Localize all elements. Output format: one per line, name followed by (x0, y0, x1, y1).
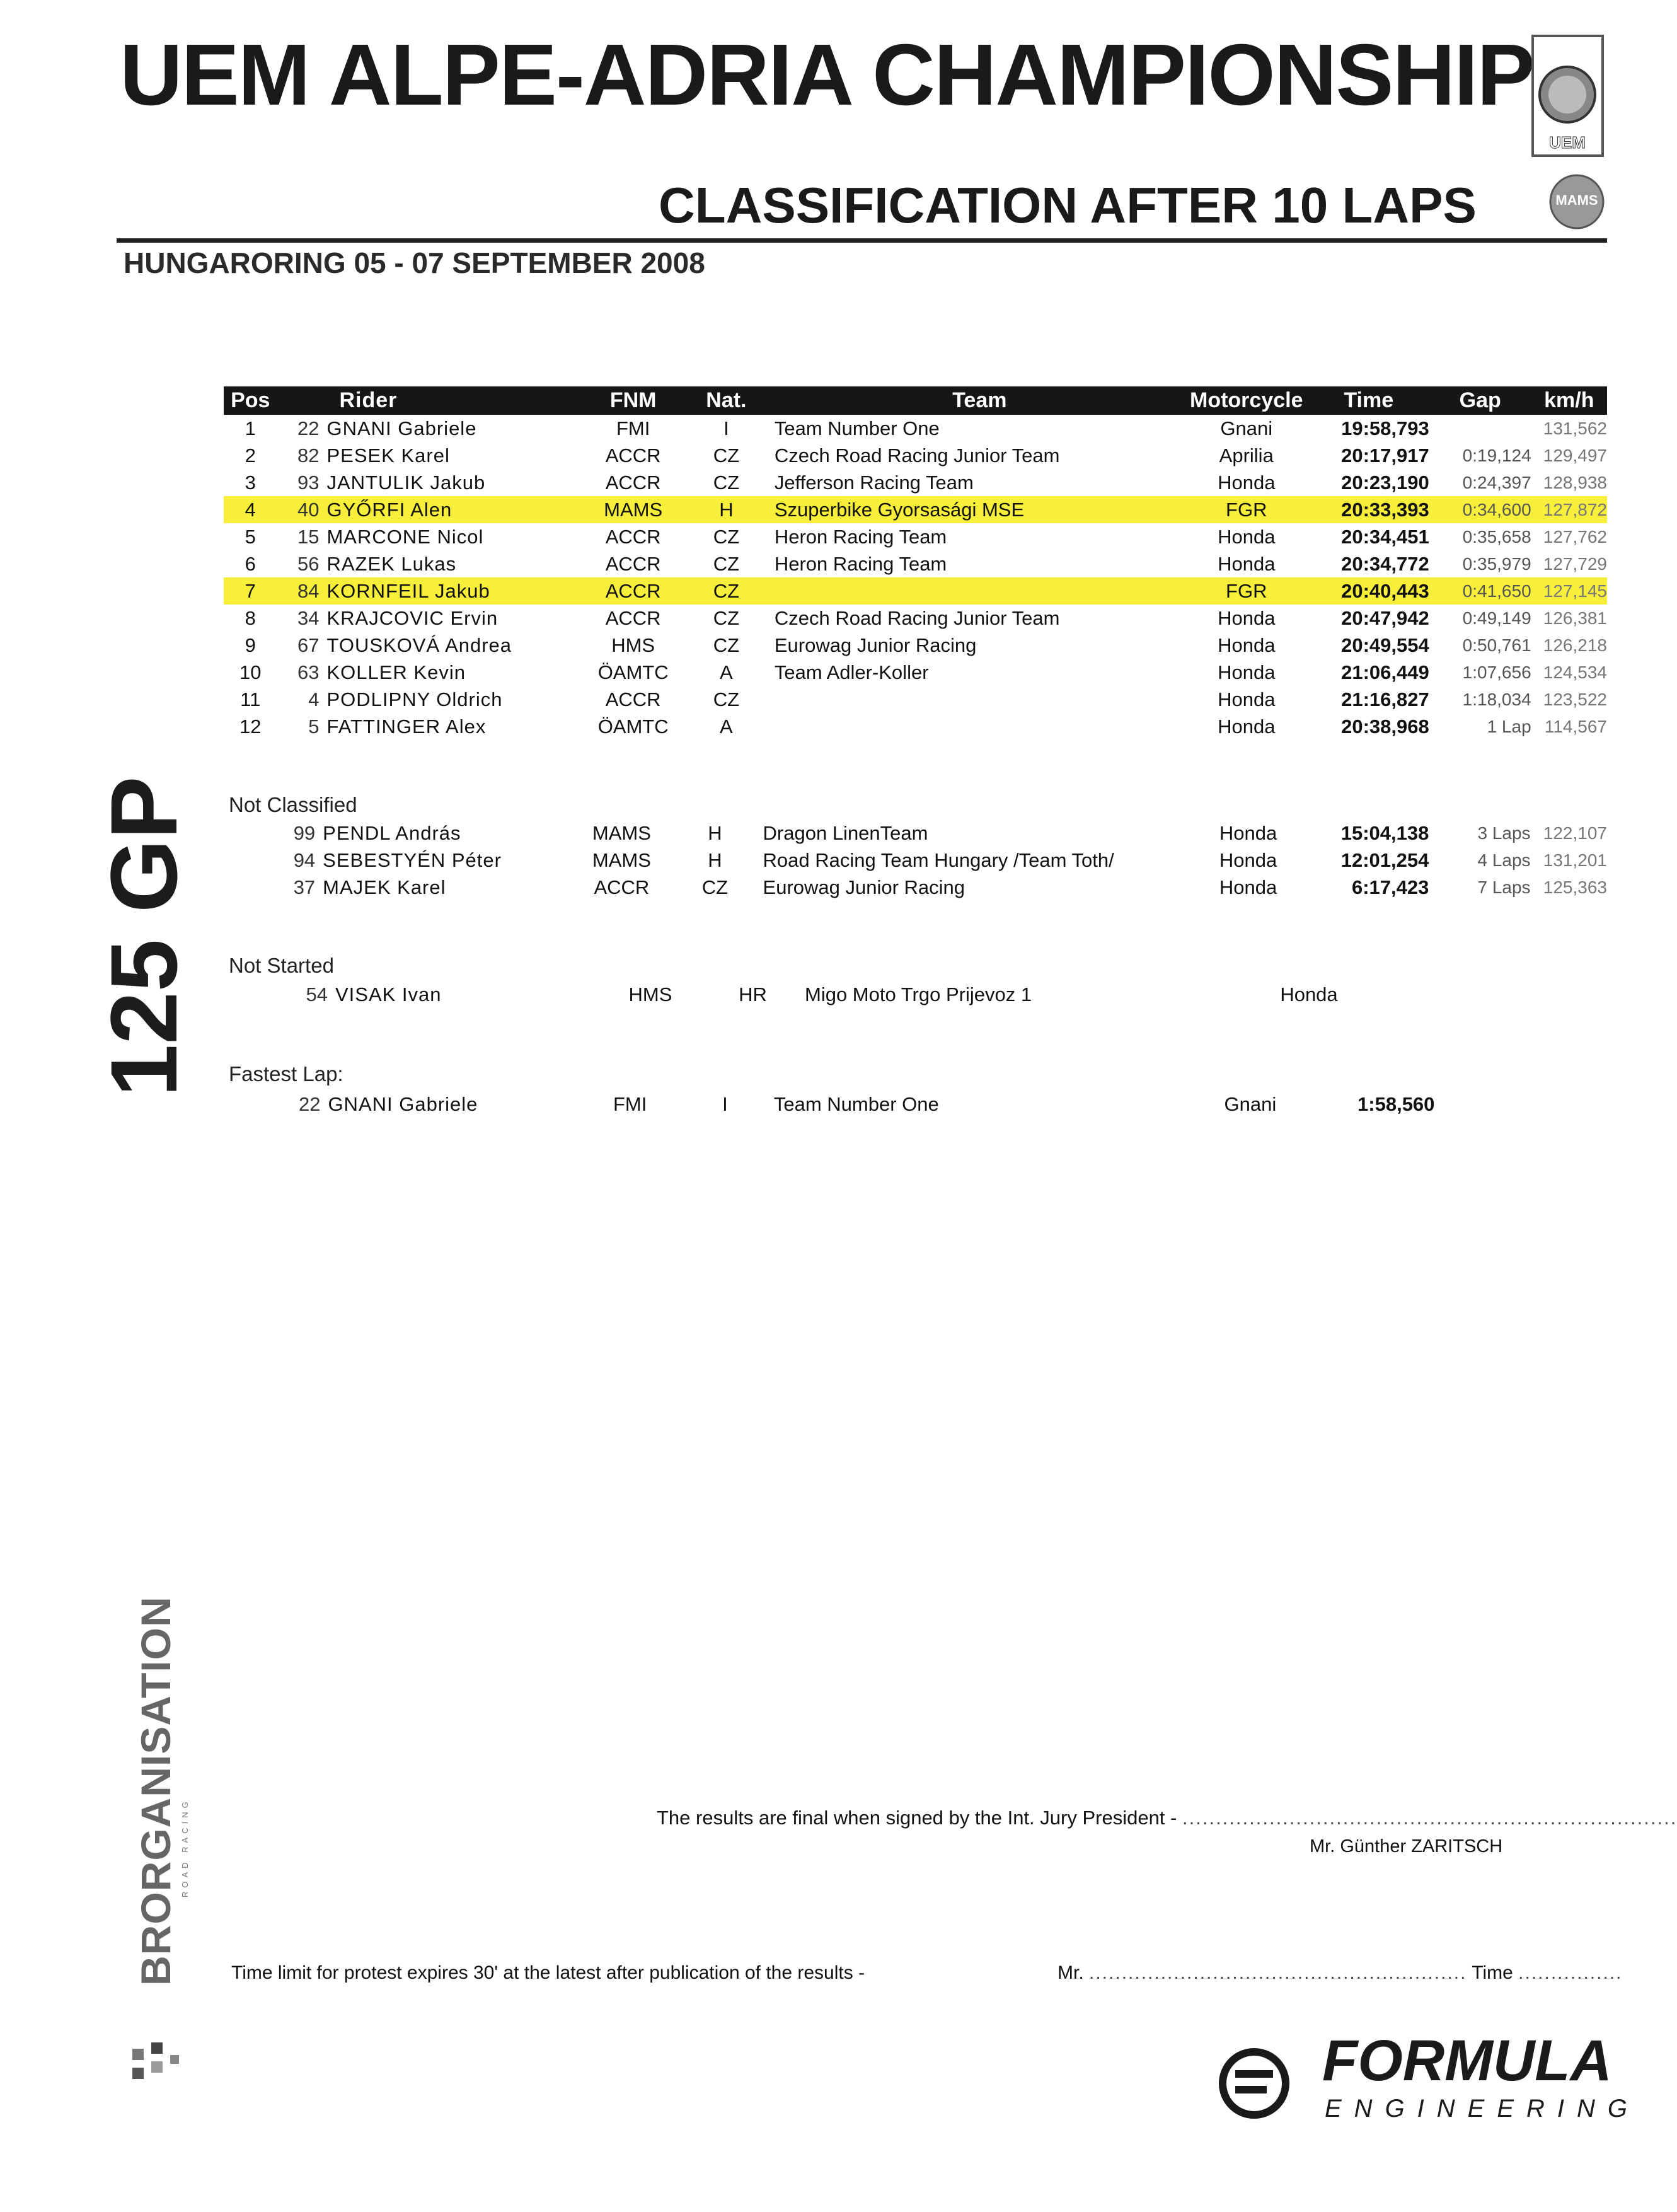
result-fnm: ACCR (605, 471, 661, 494)
col-gap: Gap (1429, 386, 1531, 415)
results-final-text: The results are final when signed by the Int. Jury President - (657, 1807, 1177, 1829)
jury-president-name: Mr. Günther ZARITSCH (1310, 1836, 1503, 1856)
result-gap: 0:35,979 (1462, 553, 1531, 574)
result-gap: 1 Lap (1487, 716, 1531, 736)
header-divider (117, 238, 1607, 243)
nc-time: 6:17,423 (1351, 876, 1429, 898)
result-motorcycle: Honda (1218, 525, 1276, 548)
nc-team: Dragon LinenTeam (763, 821, 928, 844)
result-time: 20:47,942 (1341, 606, 1429, 629)
time-label: Time (1472, 1962, 1513, 1983)
result-gap: 1:07,656 (1462, 662, 1531, 682)
not-classified-row (224, 819, 1607, 847)
result-pos: 6 (245, 552, 256, 575)
nc-pos-spacer (224, 847, 272, 874)
result-time: 20:38,968 (1341, 715, 1429, 738)
result-gap: 0:49,149 (1462, 608, 1531, 628)
result-motorcycle: Gnani (1220, 417, 1273, 439)
protest-signature (1057, 1962, 1623, 1984)
result-gap: 0:41,650 (1429, 577, 1531, 605)
result-num: 82 (297, 444, 320, 466)
result-fnm: ÖAMTC (597, 715, 669, 738)
col-team: Team (762, 386, 1185, 415)
result-fnm: ACCR (605, 552, 661, 575)
event-venue-date: HUNGARORING 05 - 07 SEPTEMBER 2008 (124, 246, 705, 279)
result-nat: I (723, 417, 729, 439)
brorganisation-logo (126, 1596, 195, 2099)
nc-team: Road Racing Team Hungary /Team Toth/ (763, 848, 1114, 871)
not-started-row (224, 981, 1372, 1008)
result-row (224, 442, 1607, 469)
result-rider: GYŐRFI Alen (326, 496, 575, 523)
not-started-table (224, 981, 1372, 1008)
result-fnm: ACCR (605, 688, 661, 710)
result-pos: 11 (240, 688, 261, 710)
document-title: UEM ALPE-ADRIA CHAMPIONSHIP (120, 26, 1534, 124)
result-motorcycle: Honda (1218, 471, 1276, 494)
nc-kmh: 125,363 (1543, 877, 1607, 897)
ns-fnm: HMS (628, 983, 672, 1005)
result-num: 5 (308, 715, 320, 738)
result-fnm: ACCR (605, 525, 661, 548)
nc-time: 12:01,254 (1340, 848, 1429, 871)
result-gap: 0:35,658 (1462, 526, 1531, 547)
nc-motorcycle: Honda (1219, 876, 1277, 898)
nc-num: 37 (293, 876, 316, 898)
result-motorcycle: Honda (1218, 634, 1276, 656)
result-nat: CZ (713, 444, 740, 466)
nc-fnm: MAMS (592, 821, 651, 844)
result-pos: 2 (245, 444, 256, 466)
formula-engineering-logo (1216, 2029, 1640, 2131)
result-team: Eurowag Junior Racing (774, 634, 977, 656)
result-team: Heron Racing Team (774, 525, 947, 548)
result-kmh: 127,145 (1531, 577, 1607, 605)
result-team (762, 686, 1185, 713)
nc-rider: PENDL András (323, 821, 461, 844)
not-started-title: Not Started (229, 954, 334, 977)
result-time: 20:34,772 (1341, 552, 1429, 575)
result-num: 93 (297, 471, 320, 494)
result-gap: 0:34,600 (1429, 496, 1531, 523)
result-pos: 4 (224, 496, 277, 523)
result-kmh: 127,729 (1543, 553, 1607, 574)
fastest-lap-moto: Gnani (1224, 1092, 1277, 1115)
fastest-lap-num: 22 (298, 1092, 321, 1115)
result-motorcycle: Honda (1218, 688, 1276, 710)
result-pos: 5 (245, 525, 256, 548)
result-motorcycle: Honda (1218, 552, 1276, 575)
nc-time: 15:04,138 (1340, 821, 1429, 844)
not-classified-table (224, 819, 1607, 901)
ns-num: 54 (306, 983, 328, 1005)
nc-gap: 7 Laps (1477, 877, 1531, 897)
result-fnm: ÖAMTC (597, 661, 669, 683)
result-kmh: 123,522 (1543, 689, 1607, 709)
mams-logo-text: MAMS (1555, 192, 1598, 208)
result-gap (1429, 415, 1531, 442)
result-time: 20:33,393 (1308, 496, 1429, 523)
result-num: 56 (297, 552, 320, 575)
result-num: 84 (277, 577, 327, 605)
result-motorcycle: Aprilia (1219, 444, 1274, 466)
nc-kmh: 131,201 (1543, 850, 1607, 870)
result-row (224, 415, 1607, 442)
nc-rider: MAJEK Karel (323, 876, 446, 898)
nc-motorcycle: Honda (1219, 821, 1277, 844)
result-rider: TOUSKOVÁ Andrea (326, 634, 512, 656)
result-nat: CZ (713, 525, 740, 548)
uem-logo-text: UEM (1549, 133, 1586, 152)
fastest-lap-fnm: FMI (613, 1092, 647, 1115)
result-pos: 12 (239, 715, 262, 738)
result-rider: KRAJCOVIC Ervin (326, 606, 498, 629)
result-gap: 1:18,034 (1462, 689, 1531, 709)
fastest-lap-table (224, 1091, 1607, 1118)
result-fnm: ACCR (605, 444, 661, 466)
col-num-spacer (277, 386, 327, 415)
result-row (224, 577, 1607, 605)
result-fnm: ACCR (575, 577, 691, 605)
document-subtitle: CLASSIFICATION AFTER 10 LAPS (659, 177, 1477, 233)
result-time: 20:23,190 (1341, 471, 1429, 494)
results-body (224, 415, 1607, 740)
col-time: Time (1308, 386, 1429, 415)
result-time: 20:49,554 (1341, 634, 1429, 656)
col-nat: Nat. (691, 386, 762, 415)
result-pos: 7 (224, 577, 277, 605)
result-nat: A (720, 661, 733, 683)
results-table (224, 386, 1607, 740)
result-team: Heron Racing Team (774, 552, 947, 575)
nc-nat: CZ (701, 876, 729, 898)
nc-num: 99 (293, 821, 316, 844)
result-rider: PODLIPNY Oldrich (326, 688, 503, 710)
fastest-lap-row (224, 1091, 1607, 1118)
nc-gap: 4 Laps (1477, 850, 1531, 870)
result-team: Czech Road Racing Junior Team (774, 444, 1060, 466)
result-nat: CZ (713, 634, 740, 656)
nc-kmh: 122,107 (1543, 823, 1607, 843)
fastest-lap-nat: I (722, 1092, 728, 1115)
signature-line: .......................................................................... (1182, 1807, 1677, 1829)
nc-rider: SEBESTYÉN Péter (323, 848, 502, 871)
result-gap: 0:19,124 (1462, 445, 1531, 465)
result-num: 4 (308, 688, 320, 710)
uem-mams-logo (1531, 35, 1604, 230)
result-kmh: 127,762 (1543, 526, 1607, 547)
result-motorcycle: Honda (1218, 715, 1276, 738)
ns-team: Migo Moto Trgo Prijevoz 1 (805, 983, 1032, 1005)
result-motorcycle: FGR (1185, 496, 1308, 523)
mr-dotted-line: .......................................................... (1089, 1962, 1467, 1983)
brorganisation-logo-text: BRORGANISATION (132, 1596, 179, 1986)
result-nat: CZ (713, 688, 740, 710)
result-kmh: 129,497 (1543, 445, 1607, 465)
result-nat: A (720, 715, 733, 738)
result-row (224, 496, 1607, 523)
result-kmh: 114,567 (1544, 716, 1607, 736)
result-team: Szuperbike Gyorsasági MSE (762, 496, 1185, 523)
result-nat: CZ (713, 471, 740, 494)
time-dotted-line: ................ (1518, 1962, 1623, 1983)
result-pos: 8 (245, 606, 256, 629)
protest-note: Time limit for protest expires 30' at the latest after publication of the results - (231, 1962, 865, 1983)
col-fnm: FNM (575, 386, 691, 415)
result-kmh: 126,218 (1543, 635, 1607, 655)
fastest-lap-rider: GNANI Gabriele (328, 1092, 478, 1115)
result-fnm: ACCR (605, 606, 661, 629)
nc-nat: H (708, 821, 722, 844)
result-pos: 10 (239, 661, 262, 683)
result-nat: CZ (713, 552, 740, 575)
col-pos: Pos (224, 386, 277, 415)
brorganisation-sub-text: ROAD RACING (180, 1798, 190, 1897)
nc-team: Eurowag Junior Racing (763, 876, 965, 898)
result-time: 20:34,451 (1341, 525, 1429, 548)
class-label-text: 125 GP (91, 776, 197, 1097)
result-motorcycle: Honda (1218, 661, 1276, 683)
result-num: 34 (297, 606, 320, 629)
not-classified-title: Not Classified (229, 793, 357, 816)
fastest-lap-time: 1:58,560 (1357, 1092, 1435, 1115)
result-nat: H (691, 496, 762, 523)
mr-label: Mr. (1057, 1962, 1084, 1983)
result-motorcycle: Honda (1218, 606, 1276, 629)
result-kmh: 127,872 (1531, 496, 1607, 523)
nc-gap: 3 Laps (1477, 823, 1531, 843)
result-rider: RAZEK Lukas (326, 552, 457, 575)
nc-num: 94 (293, 848, 316, 871)
result-team: Team Adler-Koller (774, 661, 929, 683)
result-num: 63 (297, 661, 320, 683)
result-rider: KORNFEIL Jakub (326, 577, 575, 605)
result-row (224, 523, 1607, 550)
result-kmh: 126,381 (1543, 608, 1607, 628)
results-header-row (224, 386, 1607, 415)
result-row (224, 686, 1607, 713)
result-pos: 9 (245, 634, 256, 656)
result-gap: 0:24,397 (1462, 472, 1531, 492)
result-team (762, 713, 1185, 740)
result-rider: FATTINGER Alex (326, 715, 487, 738)
ns-motorcycle: Honda (1280, 983, 1338, 1005)
result-time: 21:06,449 (1341, 661, 1429, 683)
result-rider: GNANI Gabriele (326, 417, 477, 439)
result-fnm: HMS (611, 634, 655, 656)
result-pos: 1 (245, 417, 256, 439)
result-rider: MARCONE Nicol (326, 525, 484, 548)
nc-fnm: MAMS (592, 848, 651, 871)
nc-nat: H (708, 848, 722, 871)
result-num: 40 (277, 496, 327, 523)
result-time: 20:17,917 (1341, 444, 1429, 466)
result-num: 22 (297, 417, 320, 439)
col-kmh: km/h (1531, 386, 1607, 415)
result-row (224, 659, 1607, 686)
formula-engineering-icon (1223, 2052, 1286, 2115)
nc-fnm: ACCR (594, 876, 650, 898)
result-team (762, 577, 1185, 605)
ns-nat: HR (739, 983, 767, 1005)
result-nat: CZ (713, 606, 740, 629)
not-classified-row (224, 874, 1607, 901)
class-label (91, 296, 197, 1097)
result-gap: 0:50,761 (1462, 635, 1531, 655)
result-time: 21:16,827 (1341, 688, 1429, 710)
nc-motorcycle: Honda (1219, 848, 1277, 871)
result-fnm: FMI (616, 417, 650, 439)
result-rider: PESEK Karel (326, 444, 450, 466)
result-team: Team Number One (774, 417, 940, 439)
result-nat: CZ (691, 577, 762, 605)
result-num: 67 (297, 634, 320, 656)
result-time: 19:58,793 (1341, 417, 1429, 439)
col-rider: Rider (326, 386, 575, 415)
result-row (224, 469, 1607, 496)
results-final-note (657, 1807, 1677, 1829)
nc-pos-spacer (224, 819, 272, 847)
result-time: 20:40,443 (1308, 577, 1429, 605)
result-rider: KOLLER Kevin (326, 661, 466, 683)
result-team: Jefferson Racing Team (774, 471, 974, 494)
fastest-lap-title: Fastest Lap: (229, 1062, 343, 1086)
nc-pos-spacer (224, 874, 272, 901)
result-kmh: 128,938 (1543, 472, 1607, 492)
result-kmh: 131,562 (1543, 418, 1607, 438)
formula-logo-text: FORMULA (1322, 2029, 1612, 2093)
col-motorcycle: Motorcycle (1185, 386, 1308, 415)
result-motorcycle: FGR (1185, 577, 1308, 605)
result-row (224, 713, 1607, 740)
result-num: 15 (297, 525, 320, 548)
ns-pos-spacer (224, 981, 280, 1008)
result-row (224, 632, 1607, 659)
result-rider: JANTULIK Jakub (326, 471, 486, 494)
not-classified-row (224, 847, 1607, 874)
result-team: Czech Road Racing Junior Team (774, 606, 1060, 629)
result-row (224, 605, 1607, 632)
result-kmh: 124,534 (1543, 662, 1607, 682)
ns-rider: VISAK Ivan (335, 983, 442, 1005)
result-fnm: MAMS (575, 496, 691, 523)
result-row (224, 550, 1607, 577)
result-pos: 3 (245, 471, 256, 494)
engineering-logo-text: ENGINEERING (1325, 2095, 1640, 2122)
fastest-lap-team: Team Number One (773, 1092, 939, 1115)
